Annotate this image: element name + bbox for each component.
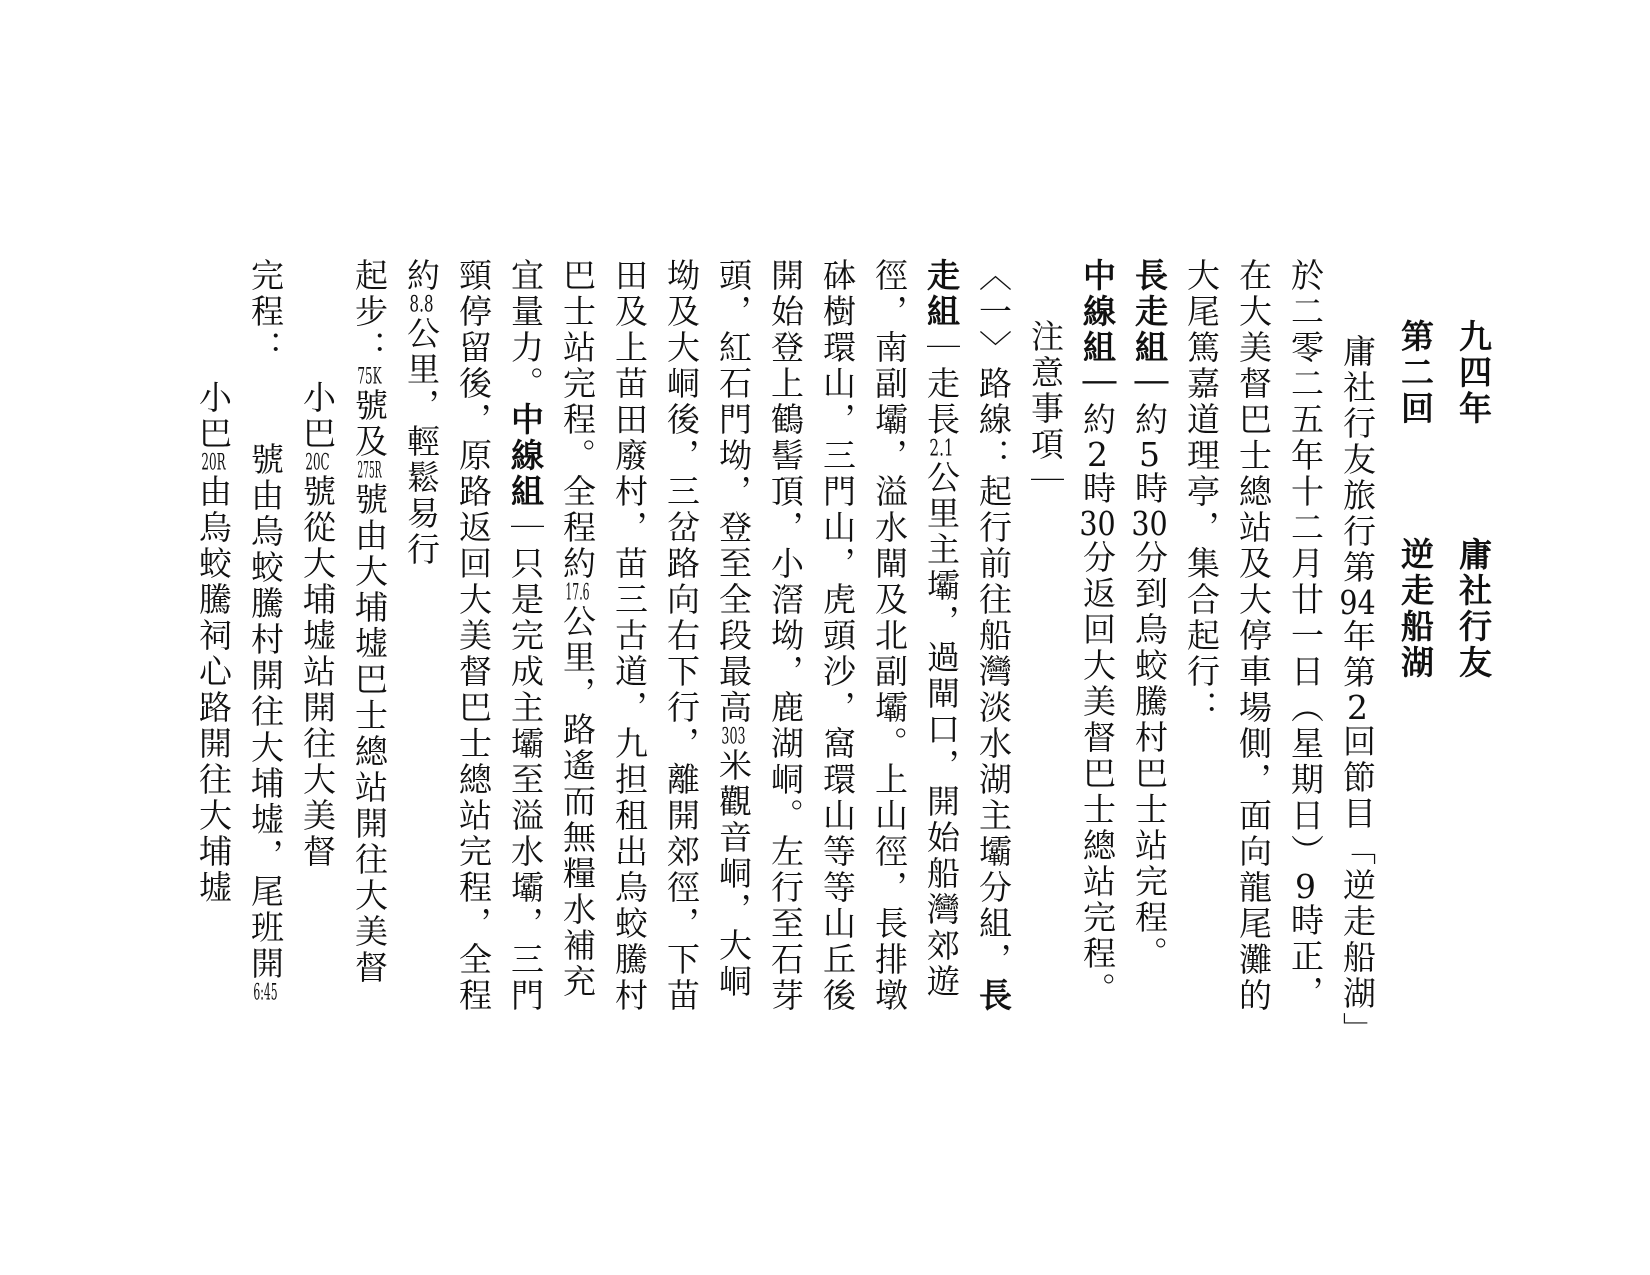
paragraph-line-18: 頸停留後，原路返回大美督巴士總站完程，全程	[454, 258, 493, 1014]
title-column: 九四年庸社行友	[1454, 319, 1493, 681]
paragraph-line-16: 巴士站完程。全程約17.6公里，路遙而無糧水補充	[558, 258, 597, 1000]
paragraph-line-2: 於二零二五年十二月廿一日（星期日）9時正，	[1286, 258, 1325, 1011]
paragraph-line-14: 坳及大峒後，三岔路向右下行，離開郊徑，下苗	[662, 258, 701, 1014]
vertical-text-body	[192, 258, 1504, 1088]
paragraph-line-9: 走組｜走長2.1公里主壩，過閘口，開始船灣郊遊	[922, 258, 961, 1000]
paragraph-line-17: 宜量力。中線組｜只是完成主壩至溢水壩，三門	[506, 258, 545, 1014]
paragraph-line-7: 注意事項｜	[1026, 319, 1065, 499]
paragraph-line-12: 開始登上鶴髻頂，小滘坳，鹿湖峒。左行至石芽	[766, 258, 805, 1014]
paragraph-line-20: 起步：75K號及275R號由大埔墟巴士總站開往大美督	[350, 258, 389, 986]
paragraph-line-3: 在大美督巴士總站及大停車場側，面向龍尾灘的	[1234, 258, 1273, 1014]
paragraph-line-8: 〈一〉路線：起行前往船灣淡水湖主壩分組，長	[974, 258, 1013, 1014]
paragraph-line-1: 庸社行友旅行第94年第2回節目「逆走船湖」	[1338, 334, 1377, 1048]
paragraph-line-11: 砵樹環山，三門山，虎頭沙，窩環山等等山丘後	[818, 258, 857, 1014]
paragraph-line-15: 田及上苗田廢村，苗三古道，九担租出烏蛟騰村	[610, 258, 649, 1014]
paragraph-line-10: 徑，南副壩，溢水閘及北副壩。上山徑，長排墩	[870, 258, 909, 1014]
paragraph-line-13: 頭，紅石門坳，登至全段最高303米觀音峒，大峒	[714, 258, 753, 1000]
paragraph-line-5: 長走組｜約5時30分到烏蛟騰村巴士站完程。	[1130, 258, 1169, 972]
paragraph-line-4: 大尾篤嘉道理亭，集合起行：	[1182, 258, 1221, 726]
paragraph-line-19: 約8.8公里，輕鬆易行	[402, 258, 441, 568]
paragraph-line-22: 完程：號由烏蛟騰村開往大埔墟，尾班開6:45	[246, 258, 285, 1004]
subtitle-column: 第二回逆走船湖	[1396, 319, 1435, 681]
paragraph-line-21: 小巴20C號從大埔墟站開往大美督	[298, 380, 337, 870]
paragraph-line-23: 小巴20R由烏蛟騰祠心路開往大埔墟	[194, 380, 233, 906]
paragraph-line-6: 中線組｜約2時30分返回大美督巴士總站完程。	[1078, 258, 1117, 1008]
